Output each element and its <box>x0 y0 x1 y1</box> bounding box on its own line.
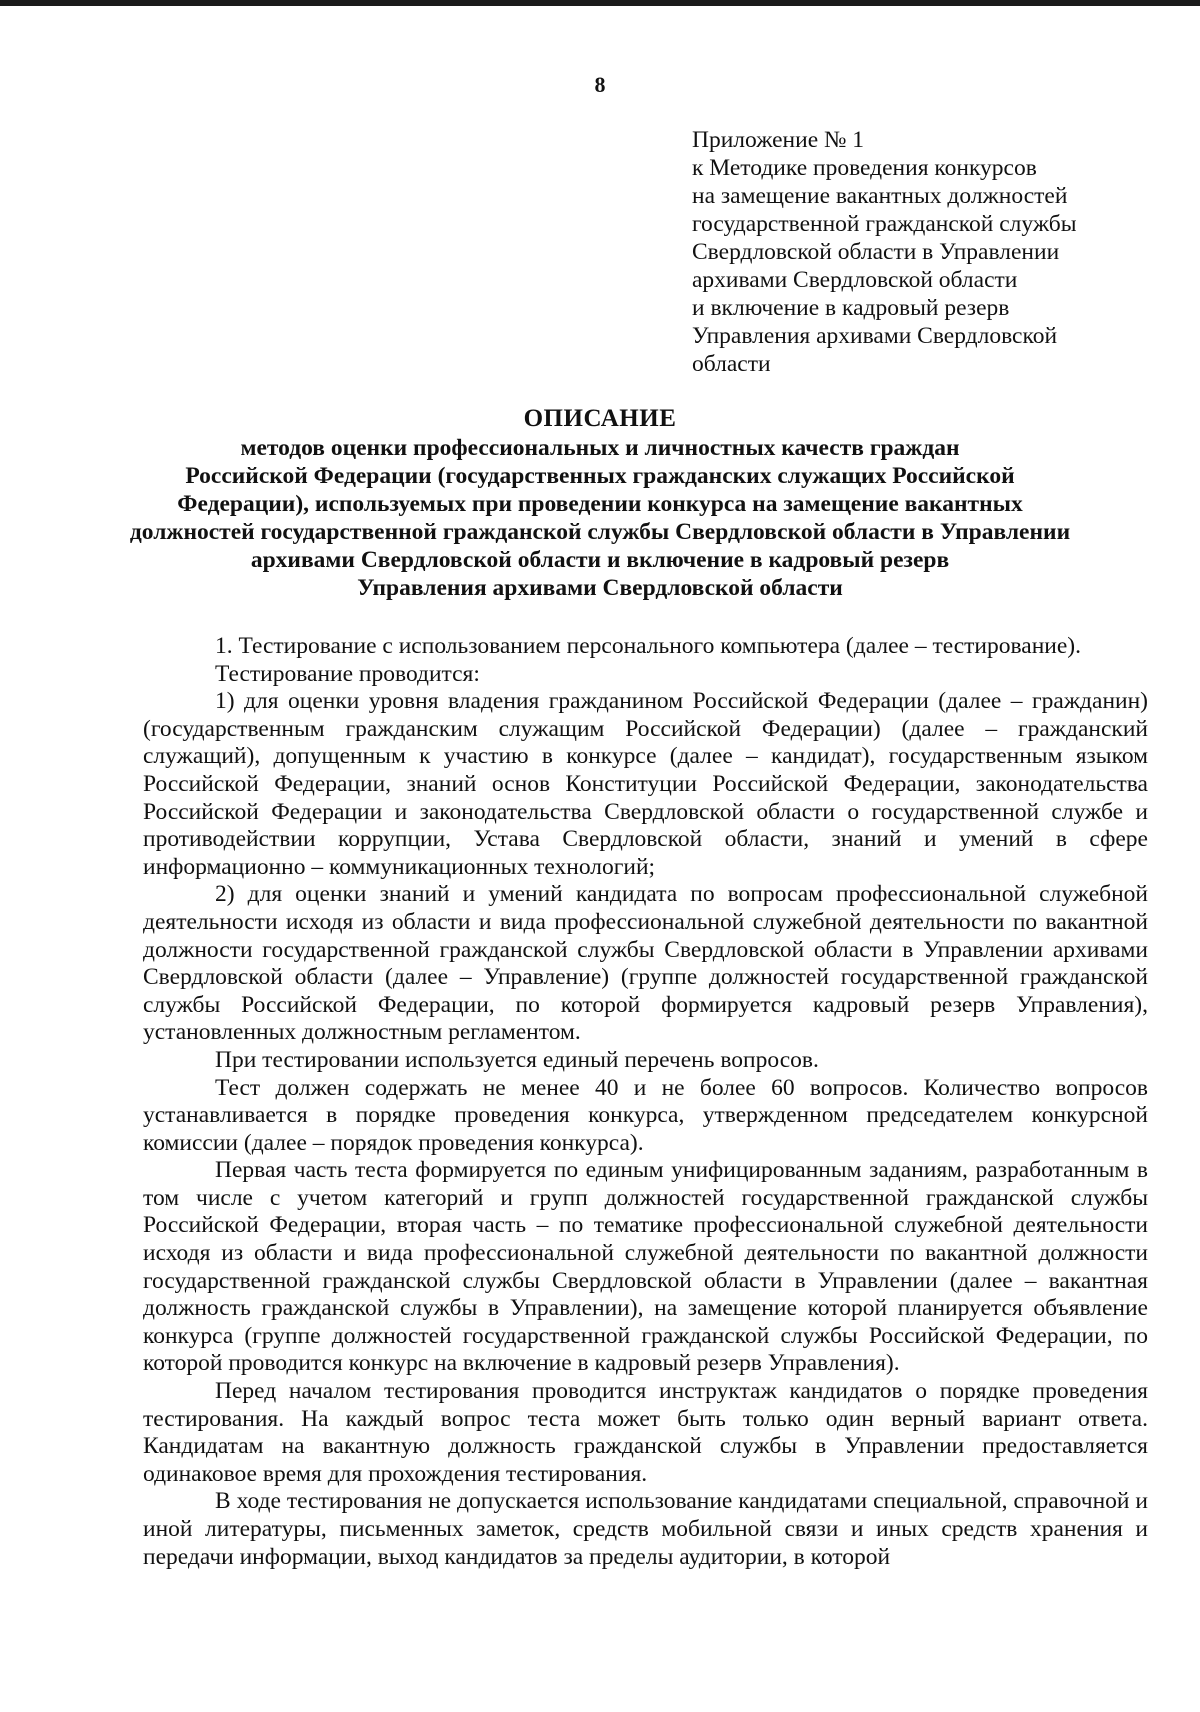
paragraph: В ходе тестирования не допускается использование кандидатами специальной, справочной и иной литературы, письменных заметок, средств мобильной связи и иных средств хранения и передачи информации, выход кандидатов за пределы аудитории, в которой <box>143 1488 1148 1570</box>
paragraph: Тестирование проводится: <box>215 660 480 687</box>
subtitle-line: архивами Свердловской области и включение в кадровый резерв <box>250 547 950 573</box>
appendix-line: на замещение вакантных должностей <box>692 183 1068 209</box>
paragraph: 1. Тестирование с использованием персонального компьютера (далее – тестирование). <box>215 633 1082 659</box>
paragraph: Перед началом тестирования проводится инструктаж кандидатов о порядке проведения тестирования. На каждый вопрос теста может быть только один верный вариант ответа. Кандидатам на вакантную должность гражданской службы в Управлении предоставляется одинаковое время для прохождения тестирования. <box>143 1378 1148 1487</box>
appendix-line: архивами Свердловской области <box>692 267 1018 293</box>
subtitle-line: методов оценки профессиональных и личностных качеств граждан <box>240 435 960 461</box>
paragraph: При тестировании используется единый перечень вопросов. <box>215 1046 819 1073</box>
document-title: ОПИСАНИЕ <box>523 405 677 432</box>
subtitle-line: Российской Федерации (государственных гражданских служащих Российской <box>185 463 1015 489</box>
paragraph: Тест должен содержать не менее 40 и не более 60 вопросов. Количество вопросов устанавливается в порядке проведения конкурса, утвержденном председателем конкурсной комиссии (далее – порядок проведения конкурса). <box>143 1074 1148 1156</box>
appendix-line: и включение в кадровый резерв <box>692 295 1010 321</box>
document-body <box>143 633 1148 1571</box>
paragraph: Первая часть теста формируется по единым унифицированным заданиям, разработанным в том числе с учетом категорий и групп должностей государственной гражданской службы Российской Федерации, вторая часть – по тематике профессиональной служебной деятельности исходя из области и вида профессиональной служебной деятельности по вакантной должности государственной гражданской службы Свердловской области в Управлении (далее – вакантная должность гражданской службы в Управлении), на замещение которой планируется объявление конкурса (группе должностей государственной гражданской службы Российской Федерации, по которой проводится конкурс на включение в кадровый резерв Управления). <box>143 1157 1148 1377</box>
paragraph: 1) для оценки уровня владения гражданином Российской Федерации (далее – гражданин) (государственным гражданским служащим Российской Федерации) (далее – гражданский служащий), допущенным к участию в конкурсе (далее – кандидат), государственным языком Российской Федерации, знаний основ Конституции Российской Федерации, законодательства Российской Федерации и законодательства Свердловской области о государственной службе и противодействии коррупции, Устава Свердловской области, знаний и умений в сфере информационно – коммуникационных технологий; <box>143 688 1148 880</box>
appendix-block <box>692 126 1172 378</box>
page-number: 8 <box>594 72 606 97</box>
appendix-line: к Методике проведения конкурсов <box>692 155 1037 181</box>
subtitle-line: должностей государственной гражданской службы Свердловской области в Управлении <box>129 519 1071 545</box>
scan-edge <box>0 0 1200 6</box>
appendix-line: государственной гражданской службы <box>692 211 1077 237</box>
subtitle-line: Управления архивами Свердловской области <box>357 575 843 601</box>
appendix-line: Управления архивами Свердловской <box>692 323 1058 349</box>
appendix-line: Свердловской области в Управлении <box>692 239 1060 265</box>
subtitle-line: Федерации), используемых при проведении конкурса на замещение вакантных <box>177 491 1023 517</box>
appendix-line: области <box>692 351 771 377</box>
appendix-line: Приложение № 1 <box>692 127 865 153</box>
paragraph: 2) для оценки знаний и умений кандидата по вопросам профессиональной служебной деятельности исходя из области и вида профессиональной служебной деятельности по вакантной должности государственной гражданской службы Свердловской области в Управлении архивами Свердловской области (далее – Управление) (группе должностей государственной гражданской службы Российской Федерации, по которой формируется кадровый резерв Управления), установленных должностным регламентом. <box>143 881 1148 1046</box>
document-subtitle <box>0 434 1200 602</box>
